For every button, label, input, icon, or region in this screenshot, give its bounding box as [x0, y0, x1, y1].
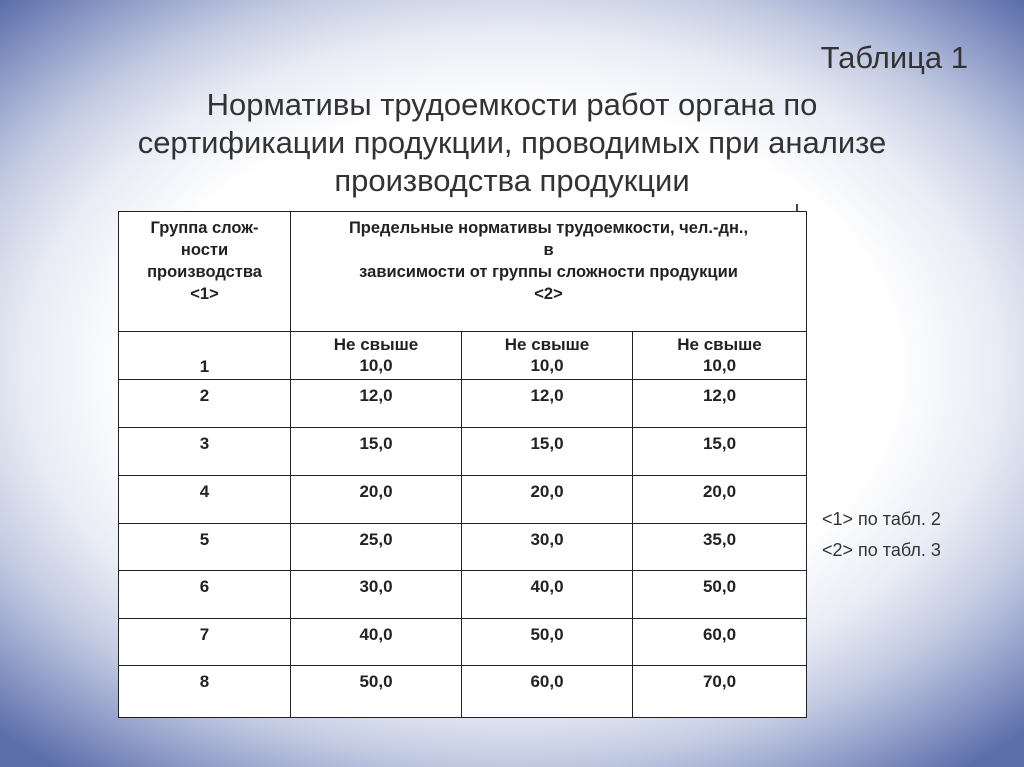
- group-column-header: [119, 212, 291, 332]
- header-line: Предельные нормативы трудоемкости, чел.-дн.,: [348, 219, 749, 237]
- value-cell: 40,0: [291, 619, 462, 666]
- header-line: ности: [180, 241, 229, 259]
- value-cell: 20,0: [462, 476, 633, 524]
- header-line: производства: [147, 263, 262, 281]
- footnote: <2> по табл. 3: [822, 540, 941, 560]
- value-cell: 30,0: [462, 524, 633, 571]
- value-cell: 30,0: [291, 571, 462, 619]
- group-cell: 3: [119, 428, 291, 476]
- value-text: 10,0: [359, 356, 393, 375]
- header-line: <2>: [534, 285, 563, 303]
- value-cell: 12,0: [462, 380, 633, 428]
- value-cell: 15,0: [462, 428, 633, 476]
- value-cell: [633, 332, 807, 380]
- header-line: Группа слож-: [150, 219, 259, 237]
- value-cell: 70,0: [633, 666, 807, 718]
- value-cell: 50,0: [291, 666, 462, 718]
- value-cell: 15,0: [633, 428, 807, 476]
- value-cell: 12,0: [291, 380, 462, 428]
- slide-title: [60, 86, 964, 200]
- norms-table: [118, 211, 807, 718]
- table-row: [119, 476, 807, 524]
- header-line: <1>: [190, 285, 219, 303]
- group-cell: 2: [119, 380, 291, 428]
- header-line: зависимости от группы сложности продукции: [359, 263, 738, 281]
- value-cell: 50,0: [462, 619, 633, 666]
- value-cell: 40,0: [462, 571, 633, 619]
- table-row: [119, 524, 807, 571]
- table-row: [119, 571, 807, 619]
- value-cell: 12,0: [633, 380, 807, 428]
- group-cell: 5: [119, 524, 291, 571]
- subheader-label: Не свыше: [677, 335, 762, 354]
- table-row: [119, 619, 807, 666]
- value-text: 10,0: [530, 356, 564, 375]
- norms-column-header: [291, 212, 807, 332]
- footnotes: [822, 504, 941, 566]
- group-cell: 8: [119, 666, 291, 718]
- value-cell: 20,0: [633, 476, 807, 524]
- value-cell: [291, 332, 462, 380]
- group-cell: 4: [119, 476, 291, 524]
- value-cell: 25,0: [291, 524, 462, 571]
- table-header-row: [119, 212, 807, 332]
- footnote: <1> по табл. 2: [822, 509, 941, 529]
- value-cell: 35,0: [633, 524, 807, 571]
- value-cell: 15,0: [291, 428, 462, 476]
- title-line: производства продукции: [334, 163, 690, 198]
- value-cell: 20,0: [291, 476, 462, 524]
- group-cell: 1: [119, 332, 291, 380]
- subheader-label: Не свыше: [504, 335, 590, 354]
- value-cell: 50,0: [633, 571, 807, 619]
- value-cell: 60,0: [633, 619, 807, 666]
- title-line: сертификации продукции, проводимых при анализе: [137, 125, 887, 160]
- group-cell: 6: [119, 571, 291, 619]
- table-label: Таблица 1: [820, 40, 968, 75]
- table-row: [119, 666, 807, 718]
- value-text: 10,0: [702, 356, 737, 375]
- subheader-label: Не свыше: [333, 335, 419, 354]
- table-row: [119, 332, 807, 380]
- title-line: Нормативы трудоемкости работ органа по: [206, 87, 818, 122]
- header-line: в: [543, 241, 554, 259]
- table-row: [119, 380, 807, 428]
- value-cell: 60,0: [462, 666, 633, 718]
- table-row: [119, 428, 807, 476]
- group-cell: 7: [119, 619, 291, 666]
- value-cell: [462, 332, 633, 380]
